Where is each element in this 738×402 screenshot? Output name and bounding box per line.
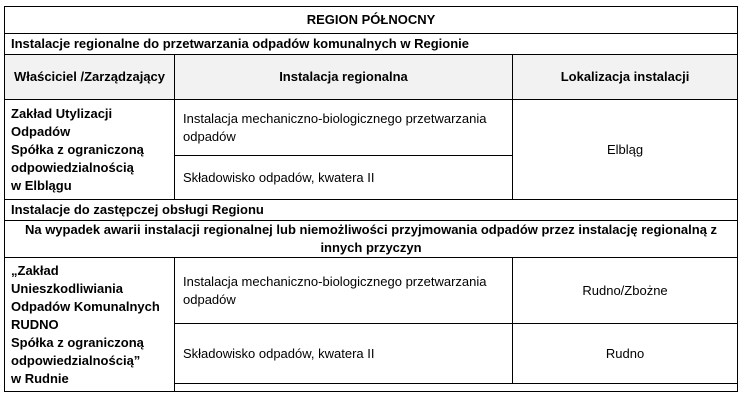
- continuation-cell: [175, 384, 738, 392]
- regional-installation-landfill: Składowisko odpadów, kwatera II: [175, 156, 513, 200]
- section-regional-row: [5, 34, 738, 55]
- regional-row-1: [5, 100, 738, 156]
- section-regional-heading: Instalacje regionalne do przetwarzania odpadów komunalnych w Regionie: [5, 34, 738, 55]
- substitute-installation-mbp: Instalacja mechaniczno-biologicznego przetwarzania odpadów: [175, 258, 513, 324]
- column-header-row: [5, 55, 738, 100]
- column-header-owner: Właściciel /Zarządzający: [5, 55, 175, 100]
- substitute-owner: „Zakład Unieszkodliwiania Odpadów Komunalnych RUDNO Spółka z ograniczoną odpowiedzialnością” w Rudnie: [5, 258, 175, 392]
- region-table: [4, 6, 738, 392]
- title-row: [5, 7, 738, 34]
- regional-owner: Zakład Utylizacji Odpadów Spółka z ograniczoną odpowiedzialnością w Elblągu: [5, 100, 175, 200]
- column-header-location: Lokalizacja instalacji: [513, 55, 738, 100]
- substitute-location-landfill: Rudno: [513, 324, 738, 384]
- substitute-note: Na wypadek awarii instalacji regionalnej lub niemożliwości przyjmowania odpadów przez instalację regionalną z innych przyczyn: [5, 221, 738, 258]
- substitute-row-1: [5, 258, 738, 324]
- regional-location: Elbląg: [513, 100, 738, 200]
- substitute-location-mbp: Rudno/Zbożne: [513, 258, 738, 324]
- substitute-installation-landfill: Składowisko odpadów, kwatera II: [175, 324, 513, 384]
- region-title: REGION PÓŁNOCNY: [5, 7, 738, 34]
- section-substitute-row: [5, 200, 738, 221]
- substitute-note-row: [5, 221, 738, 258]
- regional-installation-mbp: Instalacja mechaniczno-biologicznego przetwarzania odpadów: [175, 100, 513, 156]
- column-header-installation: Instalacja regionalna: [175, 55, 513, 100]
- section-substitute-heading: Instalacje do zastępczej obsługi Regionu: [5, 200, 738, 221]
